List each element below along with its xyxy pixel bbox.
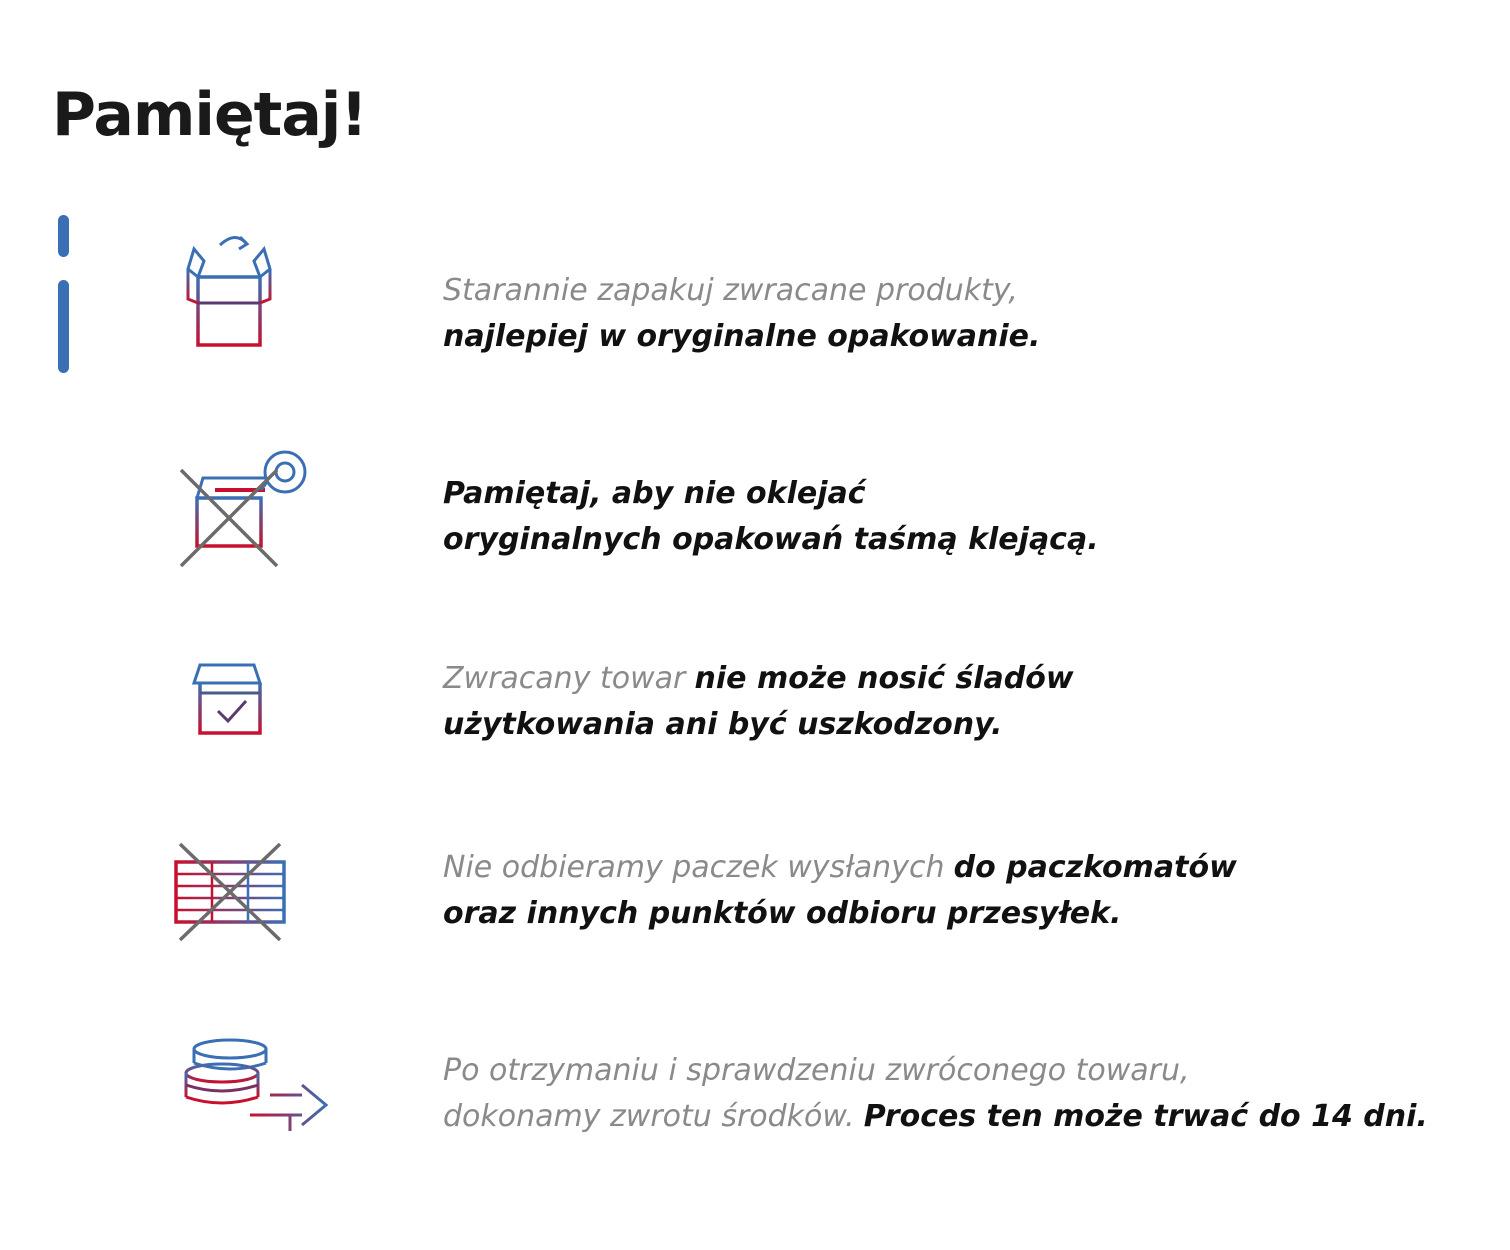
item-text: [443, 655, 1074, 747]
item-text: [443, 1047, 1428, 1139]
no-tape-box-icon: [175, 450, 315, 575]
list-item: [0, 840, 1510, 950]
item-text-bold: najlepiej w oryginalne opakowanie.: [443, 319, 1041, 354]
item-text-light: Starannie zapakuj zwracane produkty,: [443, 273, 1018, 308]
list-item: [0, 450, 1510, 580]
page-title: Pamiętaj!: [52, 80, 367, 150]
item-text-bold: nie może nosić śladów: [694, 661, 1074, 696]
coins-refund-icon: [178, 1035, 338, 1140]
list-item: [0, 655, 1510, 755]
item-text-light: Zwracany towar: [443, 661, 686, 696]
item-text-bold: Proces ten może trwać do 14 dni.: [863, 1099, 1428, 1134]
item-text: [443, 844, 1237, 936]
item-text: [443, 267, 1040, 359]
item-text-bold: Pamiętaj, aby nie oklejać: [443, 476, 866, 511]
list-item: [0, 1035, 1510, 1145]
item-text-light: Nie odbieramy paczek wysłanych: [443, 850, 945, 885]
item-text-bold: użytkowania ani być uszkodzony.: [443, 707, 1003, 742]
item-text-light: Po otrzymaniu i sprawdzeniu zwróconego towaru,: [443, 1053, 1190, 1088]
item-text-bold: oryginalnych opakowań taśmą klejącą.: [443, 522, 1099, 557]
item-text-light: dokonamy zwrotu środków.: [443, 1099, 855, 1134]
item-text: [443, 470, 1099, 562]
no-parcel-locker-icon: [172, 840, 292, 945]
box-check-icon: [192, 657, 272, 742]
item-text-bold: do paczkomatów: [953, 850, 1237, 885]
item-text-bold: oraz innych punktów odbioru przesyłek.: [443, 896, 1122, 931]
open-box-icon: [180, 225, 290, 355]
list-item: [0, 225, 1510, 365]
